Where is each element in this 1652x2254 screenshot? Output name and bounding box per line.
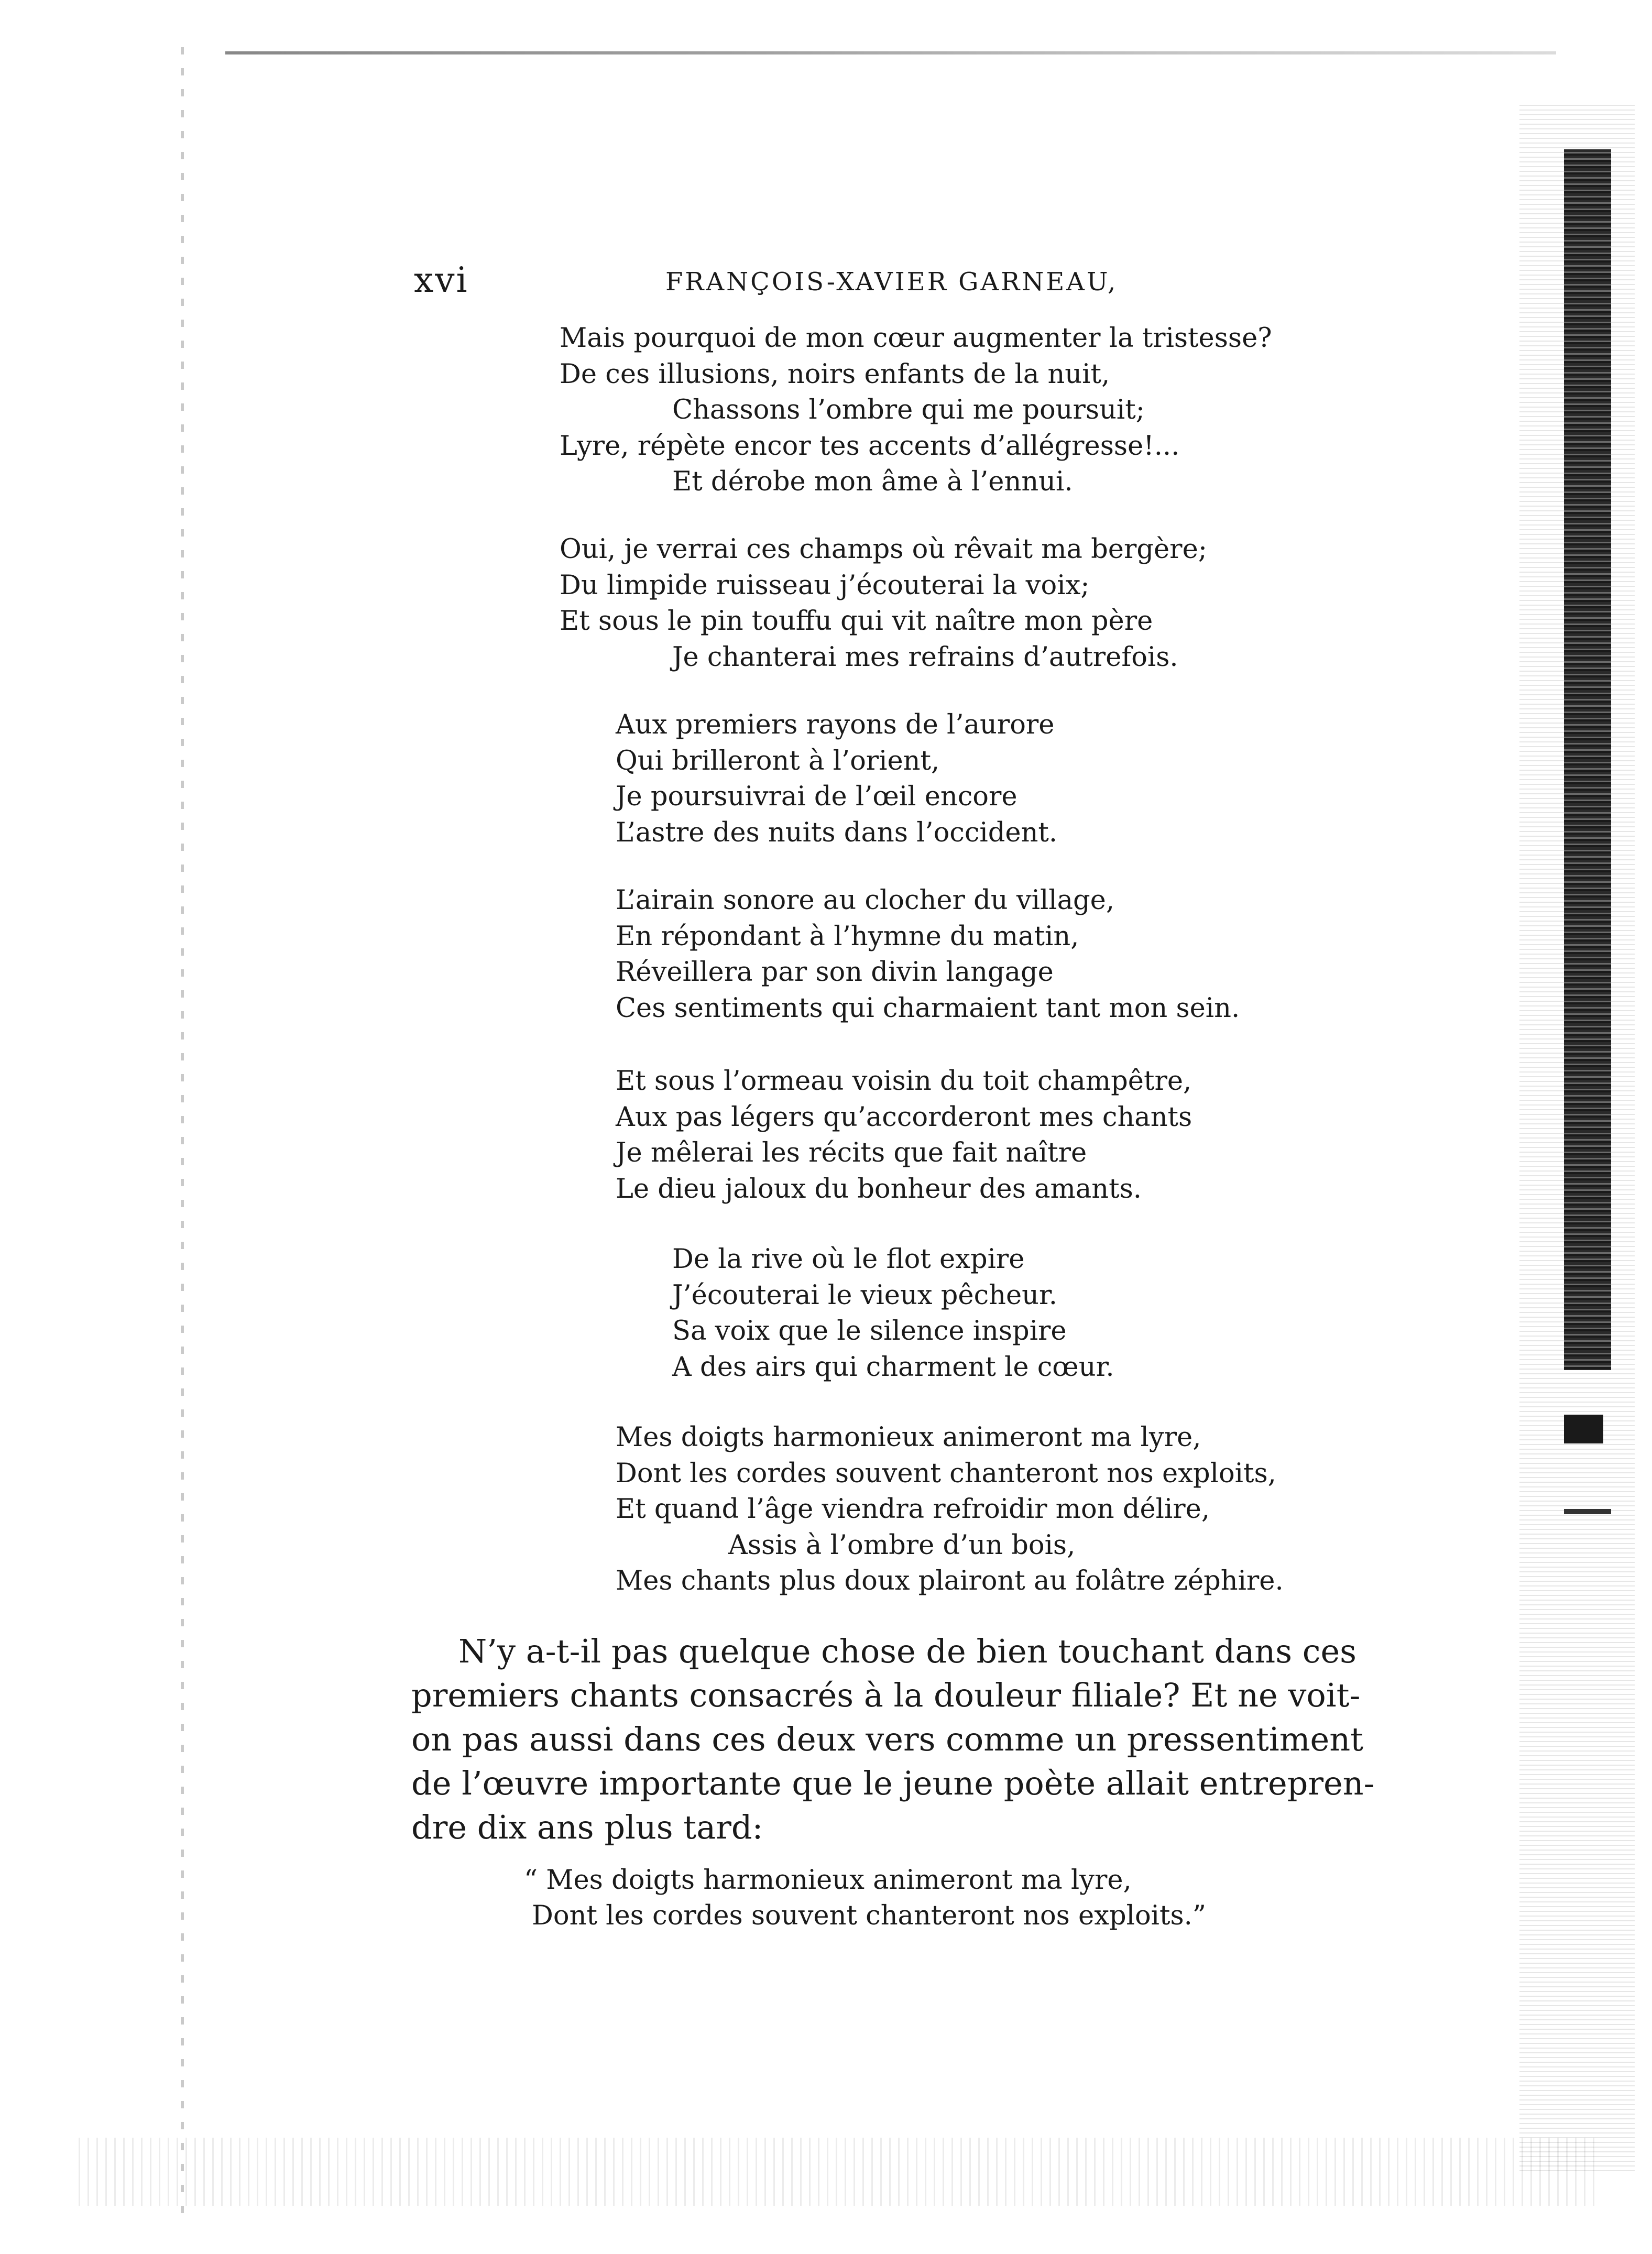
quote-line: “ Mes doigts harmonieux animeront ma lyre, (524, 1865, 1132, 1896)
prose-line: dre dix ans plus tard: (411, 1808, 763, 1846)
verse-line: Et sous le pin touffu qui vit naître mon père (560, 606, 1153, 637)
verse-line: Mes doigts harmonieux animeront ma lyre, (616, 1422, 1201, 1453)
verse-line: De ces illusions, noirs enfants de la nuit, (560, 358, 1110, 390)
verse-line: Et sous l’ormeau voisin du toit champêtre, (616, 1066, 1192, 1097)
scan-right-edge (1564, 149, 1611, 1370)
scan-left-edge (181, 47, 184, 2222)
verse-line: Lyre, répète encor tes accents d’allégresse!... (560, 430, 1180, 462)
poem-stanza (616, 1064, 1192, 1207)
verse-line: Et quand l’âge viendra refroidir mon délire, (616, 1494, 1210, 1525)
verse-line: Aux pas légers qu’accorderont mes chants (616, 1101, 1192, 1133)
page-number: xvi (414, 260, 469, 300)
verse-line: Sa voix que le silence inspire (672, 1316, 1067, 1347)
verse-line: L’airain sonore au clocher du village, (616, 885, 1115, 916)
verse-line: Je chanterai mes refrains d’autrefois. (672, 641, 1178, 673)
prose-paragraph (411, 1629, 1375, 1850)
quote-line: Dont les cordes souvent chanteront nos exploits.” (532, 1900, 1206, 1931)
prose-line: premiers chants consacrés à la douleur filiale? Et ne voit- (411, 1676, 1361, 1714)
verse-line: L’astre des nuits dans l’occident. (616, 817, 1058, 848)
verse-line: Le dieu jaloux du bonheur des amants. (616, 1173, 1142, 1205)
scan-right-line (1564, 1509, 1611, 1514)
verse-line: Assis à l’ombre d’un bois, (728, 1529, 1076, 1561)
verse-line: Réveillera par son divin langage (616, 957, 1054, 988)
prose-line: de l’œuvre importante que le jeune poète allait entrepren- (411, 1764, 1375, 1802)
quotation (524, 1863, 1206, 1934)
poem-stanza (616, 707, 1057, 851)
page-header (0, 259, 1652, 301)
poem-stanza (672, 1242, 1114, 1385)
verse-line: J’écouterai le vieux pêcheur. (672, 1279, 1058, 1311)
poem-stanza (616, 1420, 1284, 1600)
poem-stanza (560, 532, 1207, 675)
verse-line: Aux premiers rayons de l’aurore (616, 709, 1055, 740)
verse-line: En répondant à l’hymne du matin, (616, 921, 1079, 952)
verse-line: Chassons l’ombre qui me poursuit; (672, 395, 1145, 425)
verse-line: Et dérobe mon âme à l’ennui. (672, 466, 1073, 497)
verse-line: Je mêlerai les récits que fait naître (616, 1137, 1087, 1168)
verse-line: Qui brilleront à l’orient, (616, 745, 940, 776)
verse-line: Oui, je verrai ces champs où rêvait ma bergère; (560, 534, 1207, 565)
verse-line: Dont les cordes souvent chanteront nos exploits, (616, 1458, 1276, 1489)
verse-line: Du limpide ruisseau j’écouterai la voix; (560, 570, 1090, 601)
poem-stanza (560, 321, 1272, 500)
scan-right-mark (1564, 1415, 1603, 1443)
verse-line: A des airs qui charment le cœur. (672, 1351, 1114, 1383)
poem-stanza (616, 883, 1240, 1026)
running-head: FRANÇOIS-XAVIER GARNEAU, (665, 267, 1118, 297)
prose-line: N’y a-t-il pas quelque chose de bien touchant dans ces (458, 1632, 1356, 1670)
verse-line: Ces sentiments qui charmaient tant mon sein. (616, 992, 1240, 1024)
verse-line: Je poursuivrai de l’œil encore (616, 781, 1018, 812)
verse-line: Mais pourquoi de mon cœur augmenter la tristesse? (560, 323, 1272, 354)
verse-line: De la rive où le flot expire (672, 1244, 1025, 1275)
scan-bottom-noise (79, 2138, 1598, 2206)
verse-line: Mes chants plus doux plairont au folâtre zéphire. (616, 1566, 1284, 1596)
prose-line: on pas aussi dans ces deux vers comme un pressentiment (411, 1720, 1364, 1758)
scan-top-rule (225, 51, 1556, 54)
